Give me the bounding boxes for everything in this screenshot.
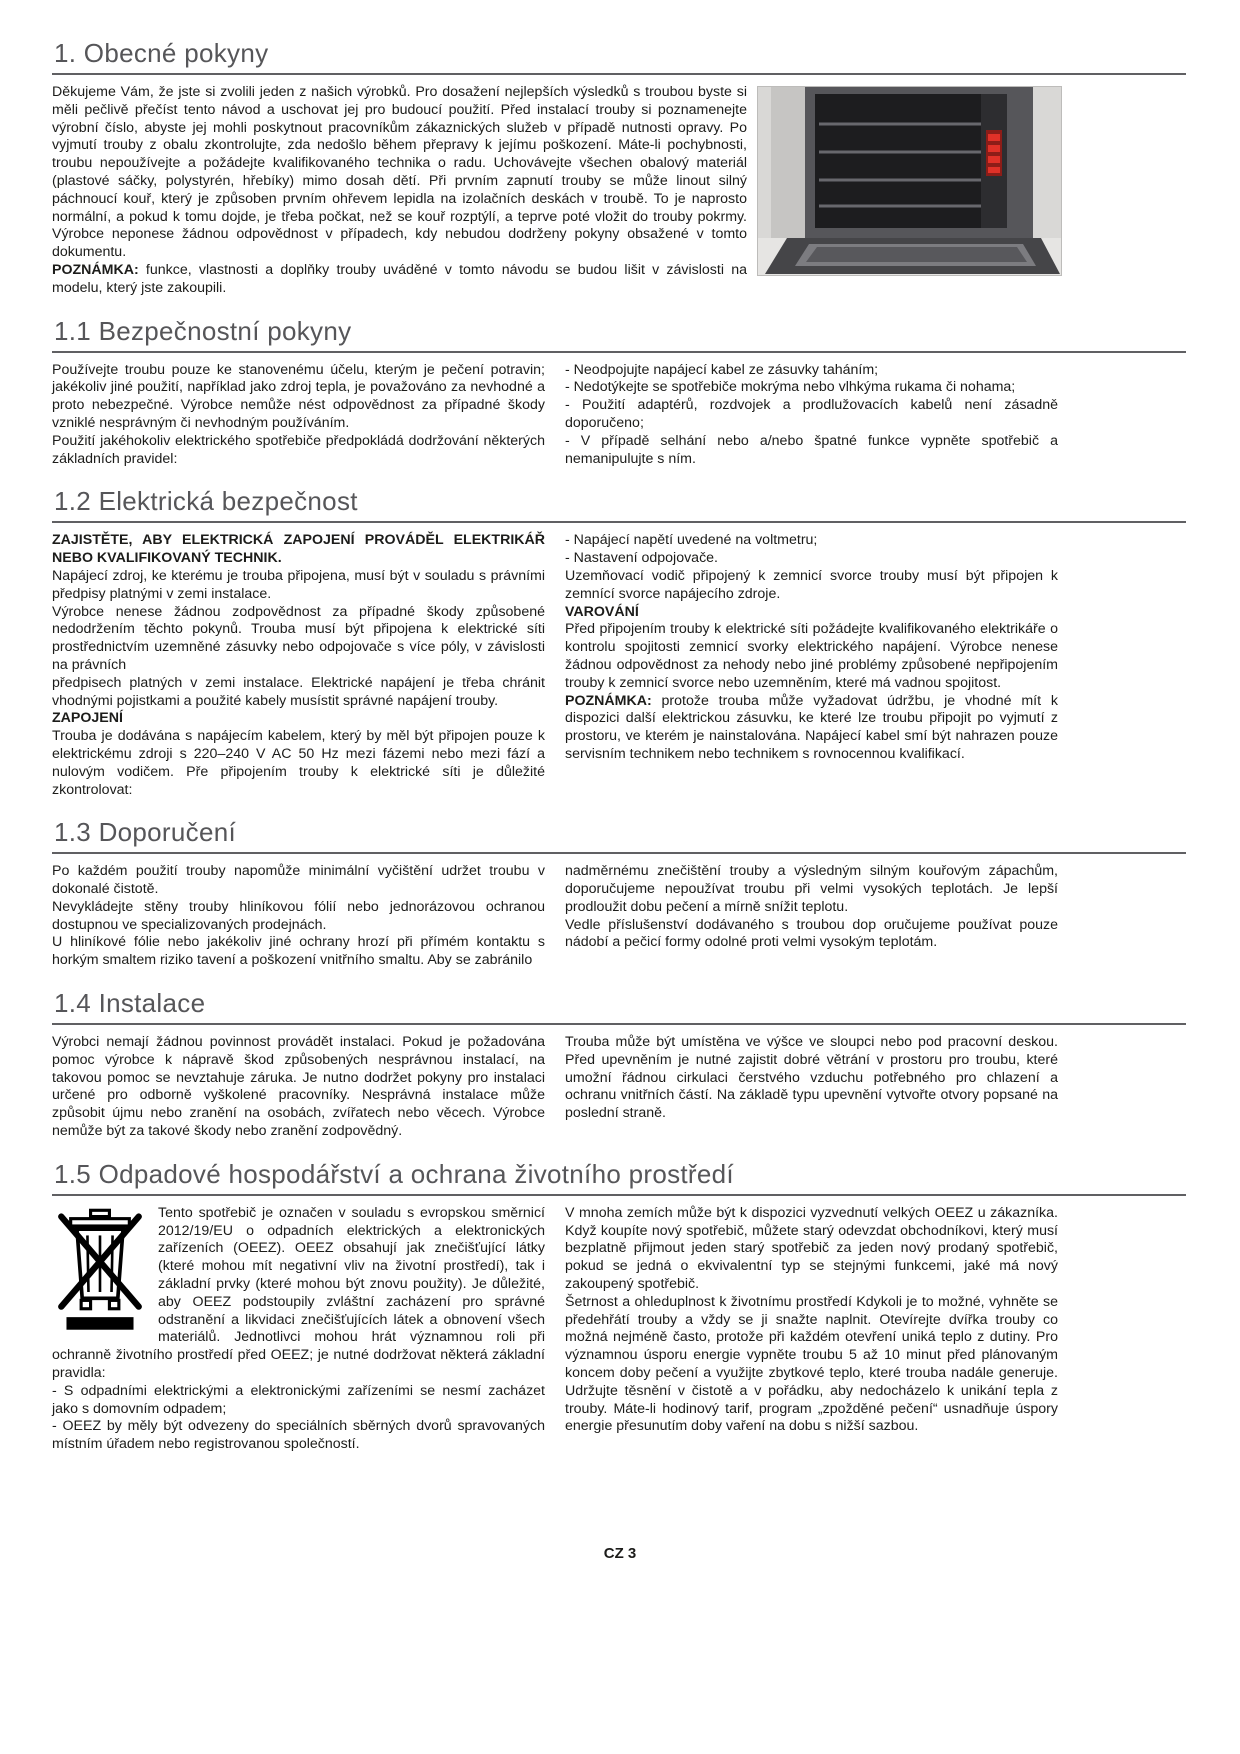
section-installation bbox=[52, 988, 1186, 1141]
warning-paragraph: ZAJISTĚTE, ABY ELEKTRICKÁ ZAPOJENÍ PROVÁDĚL ELEKTRIKÁŘ NEBO KVALIFIKOVANÝ TECHNIK. bbox=[52, 532, 545, 567]
right-column bbox=[565, 1205, 1058, 1454]
bullet-item: - Napájecí napětí uvedené na voltmetru; bbox=[565, 532, 818, 549]
paragraph: Napájecí zdroj, ke kterému je trouba připojena, musí být v souladu s právními předpisy platnými v zemi instalace. bbox=[52, 567, 545, 602]
section-body bbox=[52, 362, 1058, 469]
section-heading: 1. Obecné pokyny bbox=[52, 38, 1186, 75]
paragraph: U hliníkové fólie nebo jakékoliv jiné ochrany hrozí při přímém kontaktu s horkým smaltem riziko tavení a poškození vnitřního smaltu. Aby se zabránilo bbox=[52, 934, 545, 969]
weee-crossed-bin-icon bbox=[56, 1208, 144, 1332]
section-heading: 1.4 Instalace bbox=[52, 988, 1186, 1025]
page-number: CZ 3 bbox=[603, 1545, 637, 1562]
section-heading: 1.2 Elektrická bezpečnost bbox=[52, 486, 1186, 523]
paragraph: V mnoha zemích může být k dispozici vyzvednutí velkých OEEZ u zákazníka. Když koupíte nový spotřebič, můžete starý odevzdat obchodníkovi, který musí bezplatně přijmout jeden starý spotřebič za jeden nový prodaný spotřebič, pokud se jedná o ekvivalentní typ se stejnými funkcemi, jaké má nový zakoupený spotřebič. bbox=[565, 1204, 1058, 1293]
section-general-instructions bbox=[52, 38, 1186, 298]
bullet-item: - Neodpojujte napájecí kabel ze zásuvky taháním; bbox=[565, 361, 879, 378]
paragraph: Použití jakéhokoliv elektrického spotřebiče předpokládá dodržování některých základních pravidel: bbox=[52, 432, 545, 467]
note-paragraph bbox=[565, 693, 1058, 764]
bullet-item: - Nastavení odpojovače. bbox=[565, 550, 719, 567]
paragraph: předpisech platných v zemi instalace. Elektrické napájení je třeba chránit vhodnými pojistkami a použité kabely musístit správné napájení trouby. bbox=[52, 674, 545, 709]
intro-text-block bbox=[52, 84, 747, 298]
section-safety-instructions bbox=[52, 316, 1186, 469]
paragraph: Před připojením trouby k elektrické síti požádejte kvalifikovaného elektrikáře o kontrolu spojitosti zemnicí svorky elektrického napájení. Výrobce nenese žádnou odpovědnost za nehody nebo jiné problémy způsobené nepřipojením trouby k zemnicí svorce nebo uzemněním, které má vadnou spojitost. bbox=[565, 621, 1058, 691]
paragraph: Používejte troubu pouze ke stanovenému účelu, kterým je pečení potravin; jakékoliv jiné použití, například jako zdroj tepla, je považováno za nevhodné a proto nebezpečné. Výrobce nemůže nést odpovědnost za případné škody vzniklé nesprávným či nevhodným používáním. bbox=[52, 361, 545, 431]
section-body bbox=[52, 1034, 1058, 1141]
oven-photo bbox=[757, 86, 1062, 276]
bullet-item: - V případě selhání nebo a/nebo špatné funkce vypněte spotřebič a nemanipulujte s ním. bbox=[565, 432, 1058, 467]
paragraph: Výrobci nemají žádnou povinnost provádět instalaci. Pokud je požadována pomoc výrobce k nápravě škod způsobených nesprávnou instalací, na takovou pomoc se nevztahuje záruka. Je nutno dodržet pokyny pro instalaci určené pro odborně vyškolené pracovníky. Nesprávná instalace může způsobit újmu nebo zranění na osobách, zvířatech nebo věcech. Výrobce nemůže být za takové škody nebo zranění zodpovědný. bbox=[52, 1034, 545, 1140]
left-column bbox=[52, 863, 545, 970]
right-column bbox=[565, 1034, 1058, 1141]
section-electrical-safety bbox=[52, 486, 1186, 799]
section-body bbox=[52, 532, 1058, 799]
paragraph: Vedle příslušenství dodávaného s troubou dop oručujeme používat pouze nádobí a pečicí formy odolné proti velmi vysokým teplotám. bbox=[565, 916, 1058, 951]
paragraph: Výrobce nenese žádnou zodpovědnost za případné škody způsobené nedodržením těchto pokynů. Trouba musí být připojena k elektrické síti prostřednictvím uzemněné zásuvky nebo odpojovače s více póly, v závislosti na právních bbox=[52, 603, 545, 673]
paragraph: nadměrnému znečištění trouby a výsledným silným kouřovým zápachům, doporučujeme nepoužívat troubu při velmi vysokých teplotách. Je lepší prodloužit dobu pečení a mírně snížit teplotu. bbox=[565, 863, 1058, 915]
bullet-item: - OEEZ by měly být odvezeny do speciálních sběrných dvorů spravovaných místním úřadem nebo registrovanou společností. bbox=[52, 1418, 545, 1453]
right-column bbox=[565, 362, 1058, 469]
section-heading: 1.5 Odpadové hospodářství a ochrana životního prostředí bbox=[52, 1159, 1186, 1196]
paragraph: Po každém použití trouby napomůže minimální vyčištění udržet troubu v dokonalé čistotě. bbox=[52, 863, 545, 898]
note-paragraph bbox=[52, 262, 747, 298]
section-body bbox=[52, 1205, 1058, 1454]
paragraph: Uzemňovací vodič připojený k zemnicí svorce trouby musí být připojen k zemnící svorce napájecího zdroje. bbox=[565, 567, 1058, 602]
right-column bbox=[565, 863, 1058, 970]
paragraph: Šetrnost a ohleduplnost k životnímu prostředí Kdykoli je to možné, vyhněte se předehřátí trouby a vždy se ji snažte naplnit. Otevírejte dvířka trouby co možná nejméně často, protože při každém otevření uniká teplo z dutiny. Pro významnou úsporu energie vypněte troubu 5 až 10 minut před plánovaným koncem doby pečení a využijte zbytkové teplo, které trouba nadále generuje. Udržujte těsnění v čistotě a v pořádku, aby nedocházelo k unikání tepla z trouby. Máte-li hodinový tarif, program „zpožděné pečení“ usnadňuje úspory energie přesunutím doby vaření na dobu s nižší sazbou. bbox=[565, 1293, 1058, 1435]
oven-illustration bbox=[757, 86, 1062, 276]
note-label: POZNÁMKA: bbox=[565, 692, 652, 709]
left-column bbox=[52, 1205, 545, 1454]
section-body bbox=[52, 84, 1186, 298]
left-column bbox=[52, 362, 545, 469]
section-heading: 1.3 Doporučení bbox=[52, 817, 1186, 854]
bullet-item: - Nedotýkejte se spotřebiče mokrýma nebo vlhkýma rukama či nohama; bbox=[565, 379, 1016, 396]
paragraph: Děkujeme Vám, že jste si zvolili jeden z našich výrobků. Pro dosažení nejlepších výsledků s troubou byste si měli pečlivě přečíst tento návod a uschovat jej pro budoucí použití. Před instalací trouby si poznamenejte výrobní číslo, abyste jej mohli poskytnout pracovníkům zákaznických služeb v případě nutnosti opravy. Po vyjmutí trouby z obalu zkontrolujte, zda nedošlo během přepravy k jejímu poškození. Máte-li pochybnosti, troubu nepoužívejte a požádejte kvalifikovaného technika o radu. Uchovávejte všechen obalový materiál (plastové sáčky, polystyrén, hřebíky) mimo dosah dětí. Při prvním zapnutí trouby se může linout silný páchnoucí kouř, který je způsoben prvním ohřevem lepidla na izolačních deskách v troubě. To je naprosto normální, a pokud k tomu dojde, je třeba počkat, než se kouř rozptýlí, a teprve poté vložit do trouby pokrmy. Výrobce neponese žádnou odpovědnost v případech, kdy nebudou dodrženy pokyny obsažené v tomto dokumentu. bbox=[52, 84, 747, 261]
paragraph: Tento spotřebič je označen v souladu s evropskou směrnicí 2012/19/EU o odpadních elektrických a elektronických zařízeních (OEEZ). OEEZ obsahují jak znečišťující látky (které mohou mít negativní vliv na životní prostředí), tak i základní prvky (které mohou být znovu použity). Je důležité, aby OEEZ podstoupily zvláštní zacházení pro správné odstranění a likvidaci znečišťujících látek a obnovení všech materiálů. Jednotlivci mohou hrát významnou roli při ochranně životního prostředí před OEEZ; je nutné dodržovat některá základní pravidla: bbox=[52, 1204, 545, 1382]
subheading-zapojeni: ZAPOJENÍ bbox=[52, 710, 123, 727]
section-body bbox=[52, 863, 1058, 970]
paragraph: Nevykládejte stěny trouby hliníkovou fólií nebo jednorázovou ochranou dostupnou ve specializovaných prodejnách. bbox=[52, 898, 545, 933]
bullet-item: - Použití adaptérů, rozdvojek a prodlužovacích kabelů není zásadně doporučeno; bbox=[565, 397, 1058, 431]
right-column bbox=[565, 532, 1058, 799]
note-label: POZNÁMKA: bbox=[52, 261, 139, 278]
section-waste-management bbox=[52, 1159, 1186, 1454]
paragraph: Trouba je dodávána s napájecím kabelem, který by měl být připojen pouze k elektrickému zdroji s 220–240 V AC 50 Hz mezi fázemi nebo mezi fází a nulovým vodičem. Pře připojením trouby k elektrické síti je důležité zkontrolovat: bbox=[52, 728, 545, 798]
note-text: funkce, vlastnosti a doplňky trouby uváděné v tomto návodu se budou lišit v závislosti na modelu, který jste zakoupili. bbox=[52, 261, 747, 296]
section-heading: 1.1 Bezpečnostní pokyny bbox=[52, 316, 1186, 353]
paragraph: Trouba může být umístěna ve výšce ve sloupci nebo pod pracovní deskou. Před upevněním je nutné zajistit dobré větrání v prostoru pro troubu, které umožní řádnou cirkulaci čerstvého vzduchu potřebného pro chlazení a ochranu vnitřních částí. Na základě typu upevnění vytvořte otvory popsané na poslední straně. bbox=[565, 1034, 1058, 1122]
left-column bbox=[52, 532, 545, 799]
note-text: protože trouba může vyžadovat údržbu, je vhodné mít k dispozici další elektrickou zásuvku, ke které lze troubu připojit po vyjmutí z prostoru, ve kterém je nainstalována. Napájecí kabel smí být nahrazen pouze servisním technikem nebo technikem s rovnocennou kvalifikací. bbox=[565, 692, 1058, 762]
subheading-varovani: VAROVÁNÍ bbox=[565, 603, 639, 620]
section-recommendations bbox=[52, 817, 1186, 970]
bullet-item: - S odpadními elektrickými a elektronickými zařízeními se nesmí zacházet jako s domovním odpadem; bbox=[52, 1382, 545, 1417]
left-column bbox=[52, 1034, 545, 1141]
